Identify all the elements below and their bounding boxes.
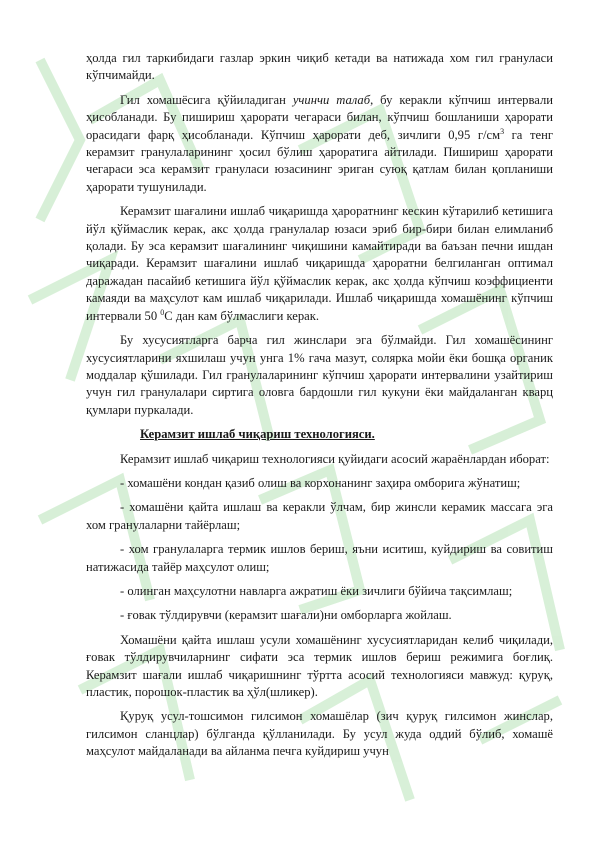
- list-item: - олинган маҳсулотни навларга ажратиш ёки зичлиги бўйича тақсимлаш;: [120, 583, 513, 598]
- list-item: - ғовак тўлдирувчи (керамзит шағали)ни омборларга жойлаш.: [120, 608, 452, 623]
- paragraph-continuation: [86, 50, 553, 85]
- watermark-stroke-1: [40, 60, 80, 220]
- text: Керамзит ишлаб чиқариш технологияси қуйидаги асосий жараёнлардан иборат:: [120, 451, 550, 466]
- paragraph-properties: [86, 332, 553, 419]
- text: Хомашёни қайта ишлаш усули хомашёнинг хусусиятларидан келиб чиқилади, ғовак тўлдирувчиларнинг сифати эса термик ишлов бериш режимига боғлиқ. Керамзит шағали ишлаб чиқаришнинг тўртта асосий технологияси мавжуд: қуруқ, пластик, порошок-пластик ва ҳўл(шликер).: [86, 632, 553, 699]
- text: га тенг керамзит гранулаларининг ҳосил бўлиш ҳароратига айтилади. Пишириш ҳарорати чегараси эса керамзит грануласи юзасининг эриган суюқ қатлам билан қопланиши ҳарорати тушунилади.: [86, 127, 553, 194]
- section-heading: Керамзит ишлаб чиқариш технологияси.: [140, 427, 375, 442]
- document-body: [86, 50, 553, 768]
- text: ҳолда гил таркибидаги газлар эркин чиқиб кетади ва натижада хом гил грануласи кўпчимайди.: [86, 51, 553, 83]
- superscript: 0: [160, 307, 165, 317]
- emphasis-text: учинчи талаб: [292, 92, 371, 107]
- list-item: - хом гранулаларга термик ишлов бериш, яъни иситиш, куйдириш ва совитиш натижасида тайёр маҳсулот олиш;: [86, 542, 553, 574]
- text: Қуруқ усул-тошсимон гилсимон хомашёлар (зич қуруқ гилсимон жинслар, гилсимон сланцлар) бўлганда қўлланилади. Бу усул жуда оддий бўлиб, хомашё маҳсулот майдаланади ва айланма печга куйдириш учун: [86, 709, 553, 759]
- text: С дан кам бўлмаслиги керак.: [164, 308, 320, 323]
- superscript: 3: [500, 126, 505, 136]
- paragraph-temperature: [86, 203, 553, 325]
- text: , бу керакли кўпчиш интервали ҳисобланади. Бу пишириш ҳарорати чегараси билан, кўпчиш бошланиши ҳарорати орасидаги фарқ ҳисобланади. Кўпчиш ҳарорати деб, зичлиги 0,95 г/см: [86, 92, 553, 142]
- list-item: - хомашёни қайта ишлаш ва керакли ўлчам, бир жинсли керамик массага эга хом гранулаларни тайёрлаш;: [86, 500, 553, 532]
- paragraph-processing: [86, 632, 553, 702]
- list-item: - хомашёни кондан қазиб олиш ва корхонанинг заҳира омборига жўнатиш;: [120, 475, 521, 490]
- text: Бу хусусиятларга барча гил жинслари эга бўлмайди. Гил хомашёсининг хусусиятларини яхшилаш учун унга 1% гача мазут, солярка мойи ёки бошқа органик моддалар қўшилади. Гил гранулаларининг кўпчиш ҳарорати интервалини узайтириш учун гил гранулалари сиртига оловга бардошли гил кукуни ёки майдаланган кварц қумлари пуркалади.: [86, 333, 553, 417]
- text: Керамзит шағалини ишлаб чиқаришда ҳароратнинг кескин кўтарилиб кетишига йўл қўймаслик керак, акс ҳолда гранулалар юзаси эриб бир-бири билан елимланиб қолади. Бу эса керамзит шағалининг чиқишини камайтиради ва баъзан печни ишдан чиқаради. Керамзит шағалини ишлаб чиқаришда ҳароратни белгиланган оптимал даражадан пасайиб кетишига йўл қўймаслик керак, акс ҳолда кўпчиш коэффициенти камаяди ва маҳсулот кам ишлаб чиқарилади. Ишлаб чиқаришда хомашёнинг кўпчиш интервали 50: [86, 204, 553, 323]
- paragraph-third-requirement: [86, 92, 553, 196]
- text: Гил хомашёсига қўйиладиган: [120, 92, 293, 107]
- paragraph-intro-list: [86, 451, 553, 468]
- paragraph-dry-method: [86, 708, 553, 760]
